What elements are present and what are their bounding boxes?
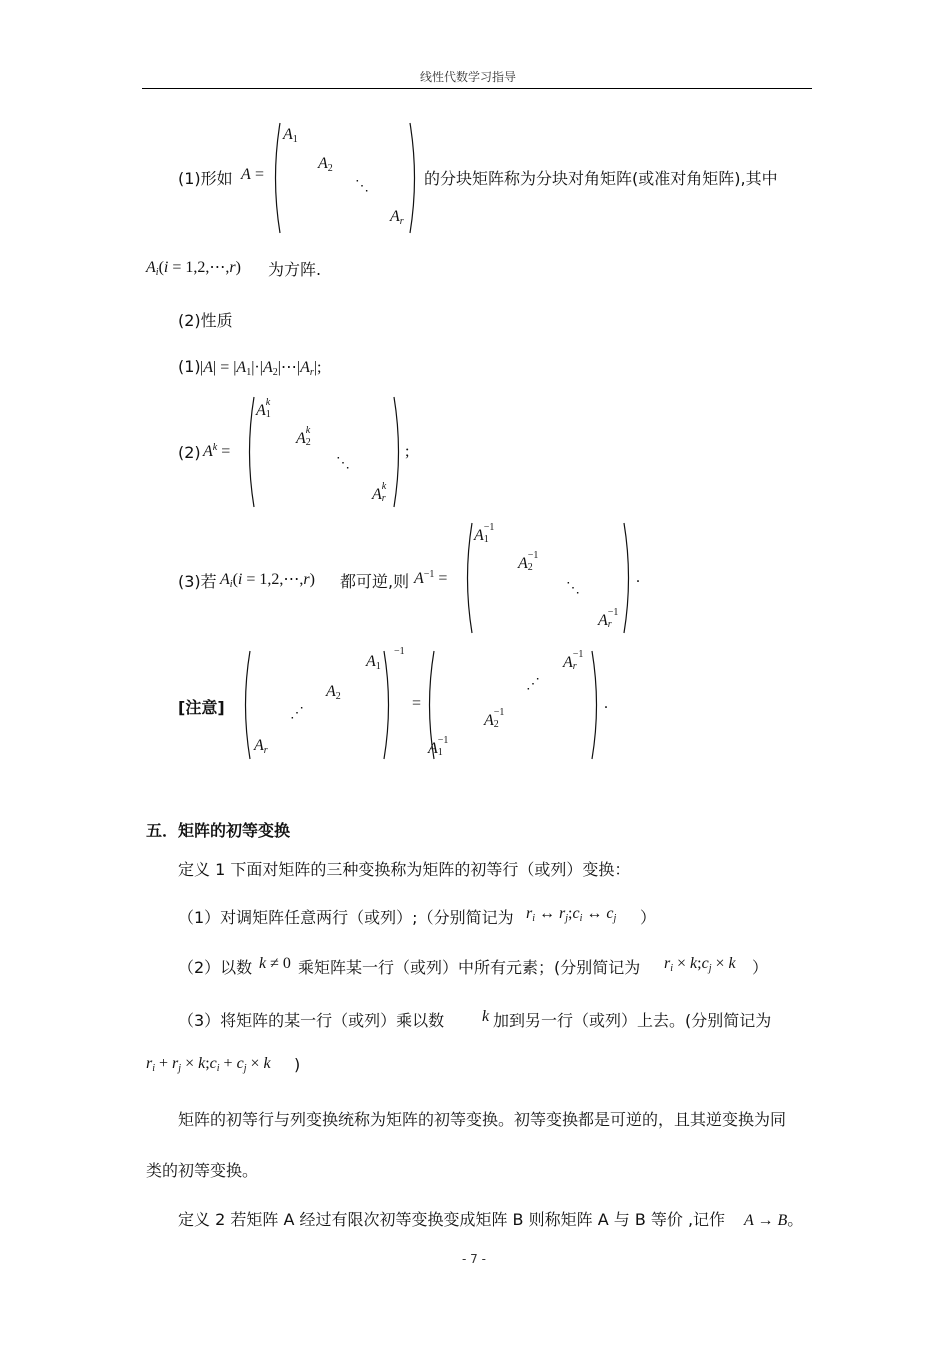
matrix2-left-paren [244, 396, 256, 508]
def1-item3b: 加到另一行（或列）上去。(分别简记为 [493, 1011, 772, 1030]
item1-A: A [241, 166, 251, 183]
matrix1-A2: $A_2$ [318, 155, 333, 174]
item1-eq: = [255, 166, 265, 183]
prop2-label: (2) [178, 443, 201, 462]
prop2-Ak: $A^k$ = [203, 442, 231, 460]
page-header-title: 线性代数学习指导 [420, 70, 517, 84]
item1-cont: 为方阵. [268, 260, 322, 279]
matrix5-A2inv: A −1 2 [484, 707, 505, 730]
prop1-label: (1) [178, 357, 201, 376]
matrix4-A1: $A_1$ [366, 653, 381, 672]
page-number: - 7 - [462, 1252, 486, 1266]
def2-notation: A → B。 [744, 1212, 804, 1229]
item1-suffix: 的分块矩阵称为分块对角矩阵(或准对角矩阵),其中 [424, 169, 778, 188]
matrix1-left-paren [270, 122, 282, 234]
note-label: [注意] [178, 698, 225, 717]
matrix4-A2: $A_2$ [326, 683, 341, 702]
matrix1-right-paren [408, 122, 420, 234]
matrix3-A2inv: A −1 2 [518, 550, 539, 573]
matrix1-ddots: ⋱ [355, 179, 369, 194]
matrix3-Arinv: A −1 r [598, 607, 619, 630]
def1-item1-notation: $r_i$ ↔ $r_j;c_i$ ↔ $c_j$ [526, 905, 617, 924]
paragraph-1-cont: 类的初等变换。 [146, 1161, 259, 1180]
def1-item2-end: ） [752, 958, 769, 977]
matrix5-Arinv: A −1 r [563, 649, 584, 672]
matrix5-period: . [604, 695, 608, 712]
def1-item3-notation: $r_i + r_j$ × $k;c_i + c_j \times k$ [146, 1055, 271, 1074]
matrix2-A2k: A k 2 [296, 425, 311, 448]
matrix5-right-paren [590, 650, 602, 760]
matrix2-right-paren [392, 396, 404, 508]
matrix3-left-paren [462, 522, 474, 634]
matrix3-A1inv: A −1 1 [474, 522, 495, 545]
matrix4-right-paren [382, 650, 394, 760]
prop3-label: (3)若 [178, 572, 217, 591]
matrix2-ddots: ⋱ [336, 456, 350, 471]
header-rule [142, 88, 812, 89]
matrix1-Ar: $A_r$ [390, 208, 404, 227]
matrix4-Ar: $A_r$ [254, 737, 268, 756]
matrix3-ddots: ⋱ [566, 581, 580, 596]
matrix2-A1k: A k 1 [256, 397, 271, 420]
def1-item2-k: k ≠ 0 [259, 955, 291, 972]
prop3-cond: $A_i(i$ = 1,2,⋯,r) [220, 571, 315, 590]
matrix4-adots: ⋰ [290, 706, 304, 721]
matrix3-right-paren [622, 522, 634, 634]
section5-heading: 五．矩阵的初等变换 [146, 821, 291, 840]
def1-item2a: （2）以数 [178, 958, 253, 977]
def1-item2b: 乘矩阵某一行（或列）中所有元素；(分别简记为 [298, 958, 641, 977]
definition-1: 定义 1 下面对矩阵的三种变换称为矩阵的初等行（或列）变换： [178, 860, 631, 879]
matrix4-left-paren [240, 650, 252, 760]
def1-item3-end: ) [294, 1055, 301, 1074]
matrix2-Ark: A k r [372, 481, 387, 504]
matrix4-exponent: −1 [394, 646, 405, 657]
prop3-Ainv: $A^{-1}$ = [414, 569, 448, 587]
def1-item3-k: k [482, 1008, 490, 1025]
matrix3-period: . [636, 569, 640, 586]
props-title: (2)性质 [178, 311, 233, 330]
def1-item1: （1）对调矩阵任意两行（或列）;（分别简记为 [178, 908, 514, 927]
def1-item3a: （3）将矩阵的某一行（或列）乘以数 [178, 1011, 445, 1030]
prop3-mid: 都可逆,则 [340, 572, 410, 591]
paragraph-1: 矩阵的初等行与列变换统称为矩阵的初等变换。初等变换都是可逆的，且其逆变换为同 [178, 1110, 787, 1129]
item1-cont-math: $A_i(i$ = 1,2,⋯,r) [146, 259, 241, 278]
item1-prefix: (1)形如 [178, 169, 233, 188]
def1-item2-notation: $r_i$ × $k;c_j \times k$ [664, 955, 736, 974]
def1-item1-end: ） [640, 908, 657, 927]
prop1-formula: $|A| = |A_1|\cdot|A_2|\cdots|A_r|$; [200, 359, 322, 378]
matrix5-adots: ⋰ [526, 677, 540, 692]
note-equals: = [412, 695, 422, 712]
matrix2-semicolon: ; [405, 443, 410, 460]
matrix1-A1: $A_1$ [283, 126, 298, 145]
definition-2: 定义 2 若矩阵 A 经过有限次初等变换变成矩阵 B 则称矩阵 A 与 B 等价 ,记作 [178, 1210, 726, 1229]
matrix5-A1inv: A −1 1 [428, 735, 449, 758]
